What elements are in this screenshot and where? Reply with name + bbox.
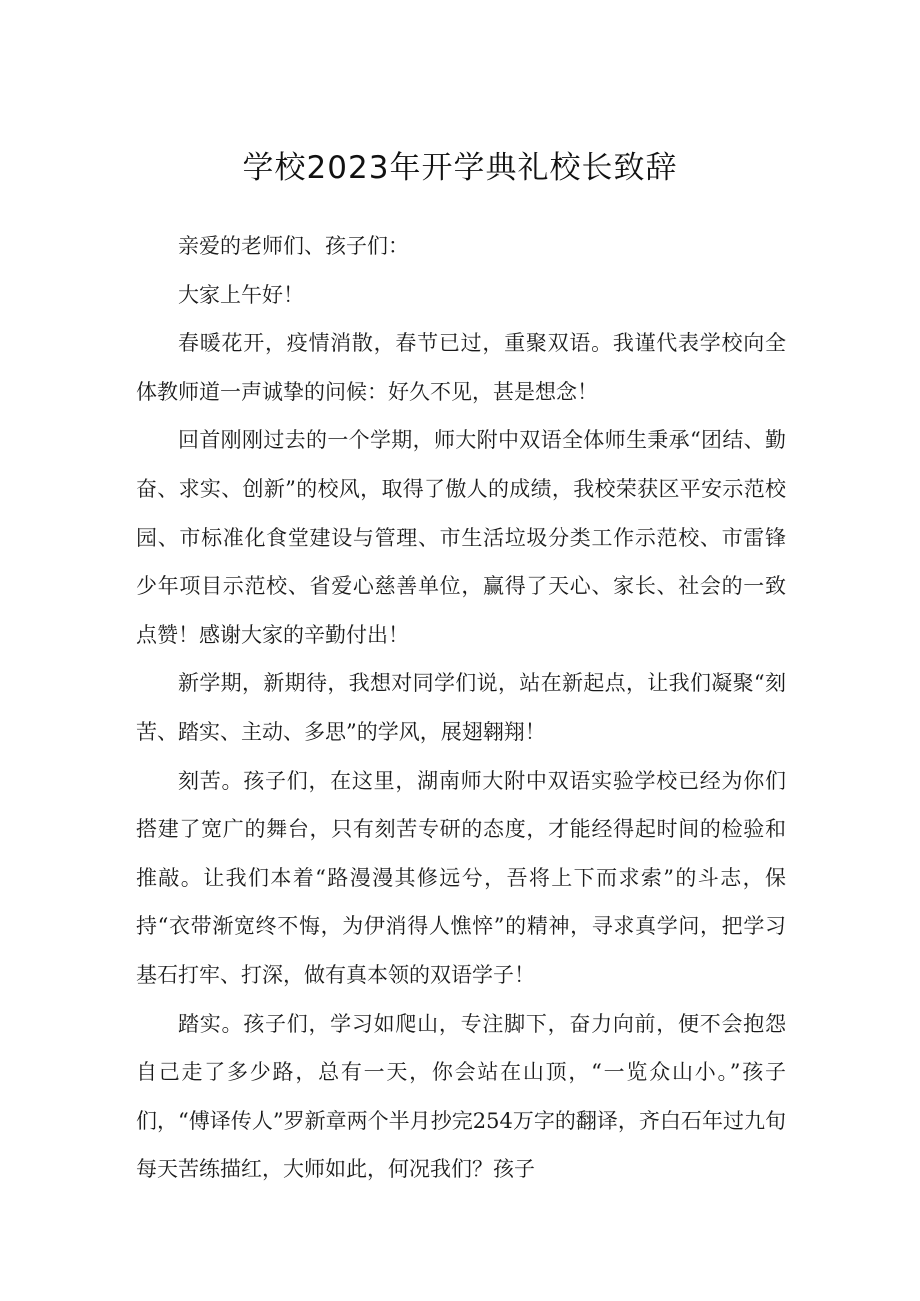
paragraph: 春暖花开，疫情消散，春节已过，重聚双语。我谨代表学校向全体教师道一声诚挚的问候：好久不见，甚是想念！ (136, 331, 786, 404)
paragraph: 踏实。孩子们，学习如爬山，专注脚下，奋力向前，便不会抱怨自己走了多少路，总有一天，你会站在山顶，“一览众山小。”孩子们，“傅译传人”罗新章两个半月抄完254万字的翻译，齐白石年过九旬每天苦练描红，大师如此，何况我们？孩子 (136, 1011, 786, 1182)
document-title: 学校2023年开学典礼校长致辞 (242, 150, 678, 186)
paragraph: 刻苦。孩子们，在这里，湖南师大附中双语实验学校已经为你们搭建了宽广的舞台，只有刻苦专研的态度，才能经得起时间的检验和推敲。让我们本着“路漫漫其修远兮，吾将上下而求索”的斗志，保持“衣带渐宽终不悔，为伊消得人憔悴”的精神，寻求真学问，把学习基石打牢、打深，做有真本领的双语学子！ (136, 768, 786, 987)
paragraph: 新学期，新期待，我想对同学们说，站在新起点，让我们凝聚“刻苦、踏实、主动、多思”的学风，展翅翱翔！ (136, 671, 786, 744)
paragraph-greeting: 大家上午好！ (178, 282, 304, 307)
paragraph-salutation: 亲爱的老师们、孩子们： (178, 234, 409, 258)
document-body (136, 222, 786, 1194)
paragraph: 回首刚刚过去的一个学期，师大附中双语全体师生秉承“团结、勤奋、求实、创新”的校风，取得了傲人的成绩，我校荣获区平安示范校园、市标准化食堂建设与管理、市生活垃圾分类工作示范校、市雷锋少年项目示范校、省爱心慈善单位，赢得了天心、家长、社会的一致点赞！感谢大家的辛勤付出！ (136, 428, 786, 647)
